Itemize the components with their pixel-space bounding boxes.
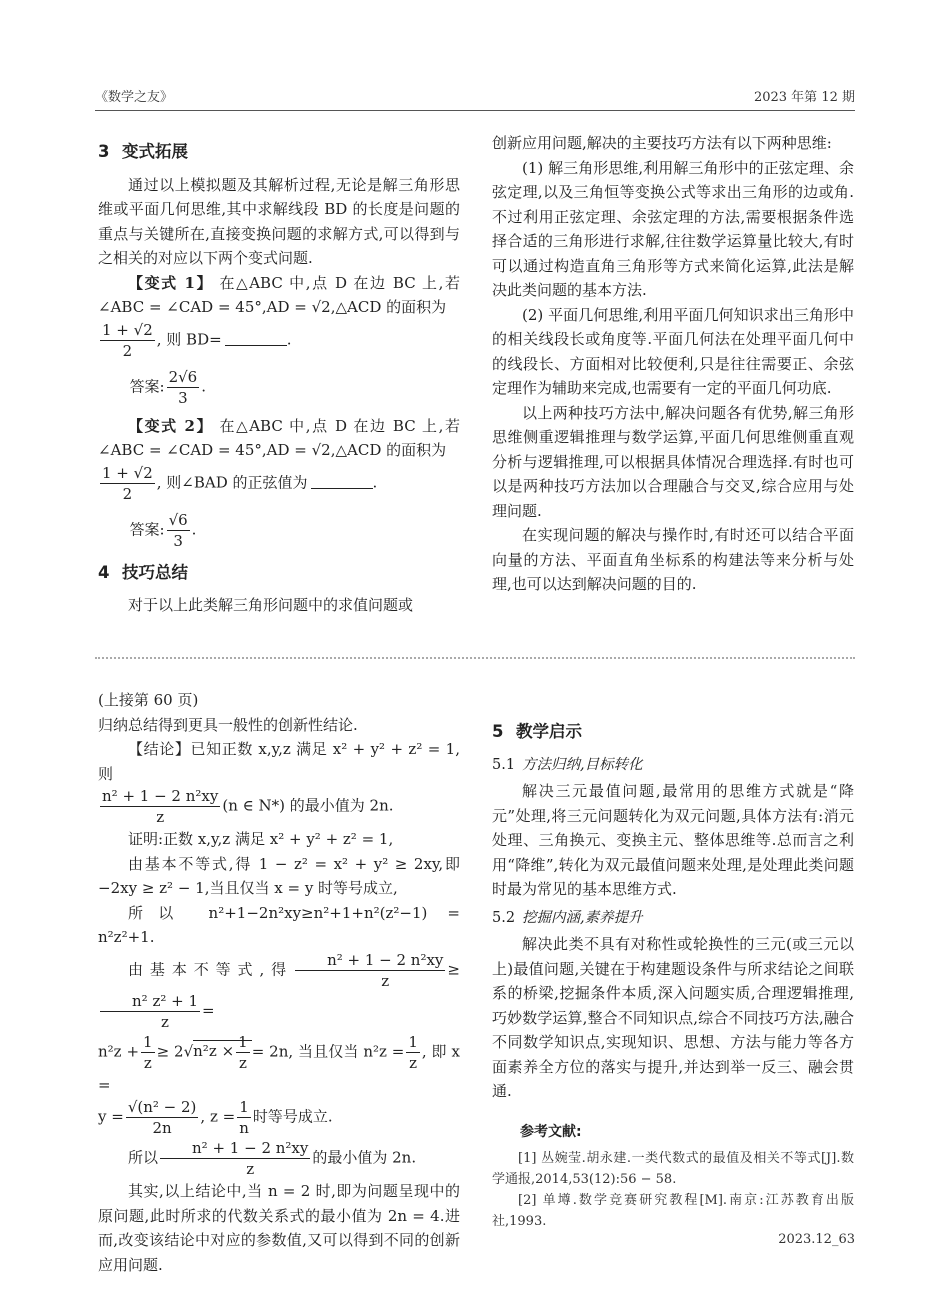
answer-blank [311, 474, 373, 489]
subsection-5-1-heading: 5.1 方法归纳,目标转化 [492, 756, 643, 773]
variant-2 [98, 414, 460, 463]
subsection-5-2-heading: 5.2 挖掘内涵,素养提升 [492, 909, 643, 926]
variant-2-text: 在△ABC 中,点 D 在边 BC 上,若∠ABC = ∠CAD = 45°,AD = √2,△ACD 的面积为 [98, 416, 460, 459]
proof-line-4: 由基本不等式,得 $\frac{\text{n² + 1 − 2 n²xy}}{z}$ ≥ $\frac{\text{n² z² + 1}}{z}$ = [98, 950, 460, 1032]
proof-line-3: 所以 n²+1−2n²xy≥n²+1+n²(z²−1) = n²z²+1. [98, 903, 460, 946]
variant-2-cont: $\frac{1 + √2}{2}$ , 则∠BAD 的正弦值为 . [102, 463, 378, 503]
section-4-p5: 在实现问题的解决与操作时,有时还可以结合平面向量的方法、平面直角坐标系的构建法等来分析与处理,也可以达到解决问题的目的. [492, 526, 854, 593]
section-4-p1-left: 对于以上此类解三角形问题中的求值问题或 [128, 596, 414, 614]
continued-note: (上接第 60 页) [98, 691, 199, 709]
variant-1-answer: 答案: $\frac{2√6}{3}$ . [129, 367, 206, 407]
section-4-p3: (2) 平面几何思维,利用平面几何知识求出三角形中的相关线段长或角度等.平面几何法在处理平面几何中的线段长、方面相对比较便利,只是往往需要正、余弦定理作为辅助来完成,也需要有一定的平面几何功底. [492, 305, 854, 397]
section-4-heading: 4 技巧总结 [98, 562, 188, 582]
variant-1-fraction: $\frac{1 + √2}{2}$ [102, 320, 153, 360]
subsection-5-1-text: 解决三元最值问题,最常用的思维方式就是“降元”处理,将三元问题转化为双元问题,具体方法有:消元处理、三角换元、变换主元、整体思维等.总而言之利用“降维”,转化为双元最值问题来处理,是处理此类问题时最为常见的基本思维方式. [492, 782, 854, 898]
variant-1-text: 在△ABC 中,点 D 在边 BC 上,若∠ABC = ∠CAD = 45°,AD = √2,△ACD 的面积为 [98, 273, 460, 316]
variant-1-cont: $\frac{1 + √2}{2}$ , 则 BD= . [102, 320, 292, 360]
upper-right-column [492, 131, 854, 597]
subsection-5-2-text: 解决此类不具有对称性或轮换性的三元(或三元以上)最值问题,关键在于构建题设条件与所求结论之间联系的桥梁,挖掘条件本质,深入问题实质,合理逻辑推理,巧妙数学运算,整合不同知识点,综合不同技巧方法,融合不同数学知识点,实现知识、思想、方法与能力等各方面素养全方位的落实与提升,并达到举一反三、融会贯通. [492, 935, 854, 1100]
references-title: 参考文献: [520, 1123, 582, 1140]
conclusion-label: 【结论】 [128, 740, 191, 758]
section-4-p1-right: 创新应用问题,解决的主要技巧方法有以下两种思维: [492, 134, 832, 152]
answer-blank [225, 331, 287, 346]
conclusion-cont: $\frac{\text{n² + 1 − 2 n²xy}}{z}$ (n ∈ N*) 的最小值为 2n. [102, 787, 394, 826]
lower-right-column [492, 718, 854, 1232]
variant-1-label: 【变式 1】 [128, 273, 214, 292]
section-4-p2: (1) 解三角形思维,利用解三角形中的正弦定理、余弦定理,以及三角恒等变换公式等求出三角形的边或角.不过利用正弦定理、余弦定理的方法,需要根据条件选择合适的三角形进行求解,往往数学运算量比较大,有时可以通过构造直角三角形等方式来简化运算,此法是解决此类问题的基本方法. [492, 158, 854, 299]
proof-line-6: y = $\frac{\text{√(n² − 2)}}{2n}$ , z = $\frac{1}{n}$ 时等号成立. [98, 1098, 333, 1137]
reference-item: [1] 丛婉莹.胡永建.一类代数式的最值及相关不等式[J].数学通报,2014,53(12):56 − 58. [492, 1151, 854, 1187]
proof-line-5: n²z + $\frac{1}{z}$ ≥ 2√n²z × $\frac{1}{z}$ = 2n, 当且仅当 n²z = $\frac{1}{z}$ , 即 x = [98, 1032, 460, 1094]
summary-line: 归纳总结得到更具一般性的创新性结论. [98, 715, 358, 734]
section-3-intro: 通过以上模拟题及其解析过程,无论是解三角形思维或平面几何思维,其中求解线段 BD 的长度是问题的重点与关键所在,直接变换问题的求解方式,可以得到与之相关的对应以下两个变式问题. [98, 175, 460, 267]
proof-line-2: 由基本不等式,得 1 − z² = x² + y² ≥ 2xy,即 −2xy ≥ z² − 1,当且仅当 x = y 时等号成立, [98, 854, 460, 897]
issue-label: 2023 年第 12 期 [753, 90, 855, 105]
section-divider [95, 657, 855, 659]
variant-1 [98, 271, 460, 320]
variant-2-fraction: $\frac{1 + √2}{2}$ [102, 463, 153, 503]
variant-2-answer: 答案: $\frac{√6}{3}$ . [129, 510, 197, 550]
closing-paragraph: 其实,以上结论中,当 n = 2 时,即为问题呈现中的原问题,此时所求的代数关系式的最小值为 2n = 4.进而,改变该结论中对应的参数值,又可以得到不同的创新应用问题. [98, 1182, 460, 1274]
reference-item: [2] 单墫.数学竞赛研究教程[M].南京:江苏教育出版社,1993. [492, 1193, 854, 1229]
proof-line-7: 所以 $\frac{\text{n² + 1 − 2 n²xy}}{z}$ 的最小值为 2n. [128, 1139, 417, 1178]
section-4-p4: 以上两种技巧方法中,解决问题各有优势,解三角形思维侧重逻辑推理与数学运算,平面几何思维侧重直观分析与逻辑推理,可以根据具体情况合理选择.有时也可以是两种技巧方法加以合理融合与交叉,综合应用与处理问题. [492, 403, 854, 520]
upper-left-column [98, 138, 460, 618]
journal-name: 《数学之友》 [95, 90, 174, 105]
header-rule [95, 110, 855, 111]
section-3-heading: 3 变式拓展 [98, 142, 188, 161]
page-number: 2023.12_63 [778, 1232, 855, 1247]
proof-line-1: 证明:正数 x,y,z 满足 x² + y² + z² = 1, [128, 830, 394, 848]
variant-2-label: 【变式 2】 [128, 416, 214, 435]
conclusion: 【结论】已知正数 x,y,z 满足 x² + y² + z² = 1,则 [98, 740, 460, 783]
lower-left-column [98, 688, 460, 1277]
section-5-heading: 5 教学启示 [492, 722, 582, 741]
